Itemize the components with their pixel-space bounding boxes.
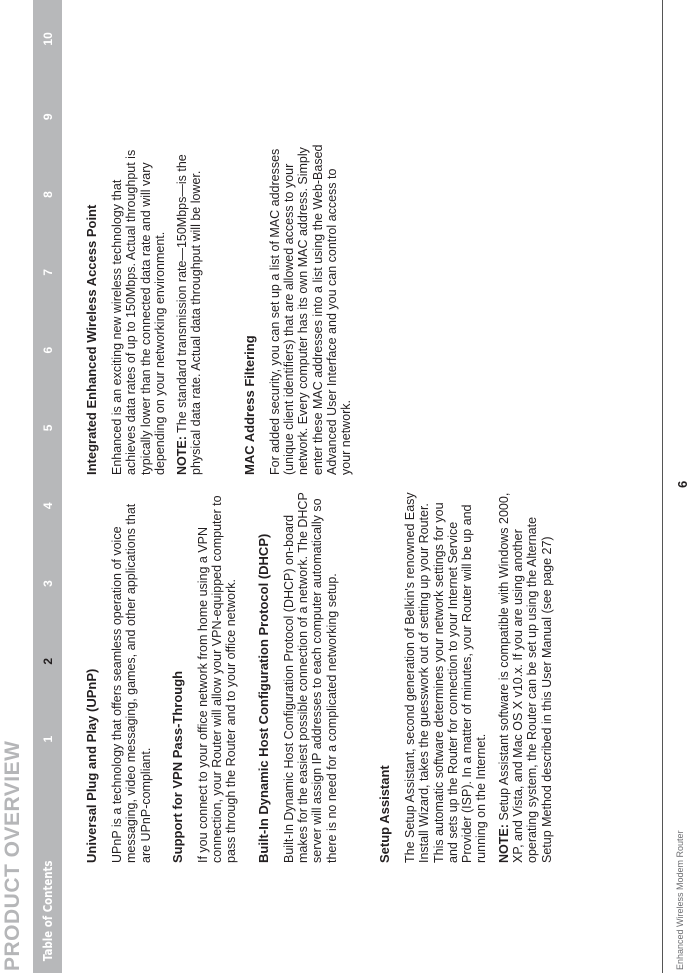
feature-body: The Setup Assistant, second generation of Belkin's renowned Easy Install Wizard, takes the guesswork out of setting up your Router. This automatic software determines your network settings for you and sets up the Router for connection to your Internet Service Provider (ISP). In a matter of minutes, your Router will be up and running on the Internet. bbox=[402, 492, 489, 863]
feature-body: If you connect to your office network from home using a VPN connection, your Router will allow your VPN-equipped computer to pass through the Router and to your office network. bbox=[195, 495, 239, 863]
feature-title: Built-In Dynamic Host Configuration Protocol (DHCP) bbox=[255, 533, 271, 863]
feature-vpn-pass-through bbox=[170, 490, 239, 863]
left-column bbox=[84, 490, 571, 863]
feature-wireless-access-point bbox=[84, 143, 204, 475]
feature-title: Integrated Enhanced Wireless Access Point bbox=[84, 204, 99, 475]
feature-mac-filtering bbox=[242, 143, 354, 475]
tab-chapter-1[interactable]: 1 bbox=[40, 735, 55, 743]
tab-chapter-6[interactable]: 6 bbox=[40, 346, 55, 354]
feature-body: Built-In Dynamic Host Configuration Protocol (DHCP) on-board makes for the easiest possible connection of a network. The DHCP server will assign IP addresses to each computer automatically so there is no need for a complicated networking setup. bbox=[281, 492, 339, 863]
table-of-contents-link[interactable]: Table of Contents bbox=[40, 860, 55, 962]
feature-body: For added security, you can set up a list of MAC addresses (unique client identifiers) that are allowed access to your network. Every computer has its own MAC address. Simply enter these MAC addresses into a list using the Web-Based Advanced User Interface and you can control access to your network. bbox=[267, 144, 354, 475]
note-label: NOTE: bbox=[175, 436, 190, 475]
tab-chapter-7[interactable]: 7 bbox=[40, 268, 55, 276]
feature-upnp bbox=[84, 490, 153, 863]
tab-chapter-10[interactable]: 10 bbox=[40, 32, 55, 46]
note-label: NOTE: bbox=[496, 824, 511, 863]
feature-title: MAC Address Filtering bbox=[241, 335, 257, 475]
tab-chapter-2[interactable]: 2 bbox=[40, 657, 55, 665]
feature-dhcp bbox=[256, 490, 339, 863]
footer-divider bbox=[662, 0, 663, 973]
section-title: PRODUCT OVERVIEW bbox=[1, 740, 24, 971]
feature-note bbox=[497, 490, 554, 863]
feature-body: Enhanced is an exciting new wireless technology that achieves data rates of up to 150Mbps. Actual throughput is typically lower than the connected data rate and will vary depending on your networking environment. bbox=[110, 149, 167, 475]
feature-setup-assistant bbox=[377, 490, 554, 863]
tab-chapter-3[interactable]: 3 bbox=[40, 580, 55, 587]
tab-chapter-5[interactable]: 5 bbox=[40, 424, 55, 432]
tab-chapter-4[interactable]: 4 bbox=[40, 502, 55, 510]
note-text: The standard transmission rate—150Mbps—is the physical data rate. Actual data throughput will be lower. bbox=[175, 154, 204, 475]
feature-body: UPnP is a technology that offers seamless operation of voice messaging, video messaging, games, and other applications that are UPnP-compliant. bbox=[110, 503, 153, 863]
chapter-tab-bar bbox=[33, 0, 62, 973]
tab-chapter-9[interactable]: 9 bbox=[40, 113, 55, 121]
footer-product-name: Enhanced Wireless Modem Router bbox=[675, 830, 685, 970]
feature-title: Setup Assistant bbox=[376, 765, 392, 863]
feature-title: Support for VPN Pass-Through bbox=[169, 670, 185, 863]
note-text: Setup Assistant software is compatible with Windows 2000, XP, and Vista, and Mac OS X v10.x. If you are using another operating system, the Router can be set up using the Alternate Setup Method described in this User Manual (see page 27) bbox=[496, 492, 554, 863]
feature-title: Universal Plug and Play (UPnP) bbox=[84, 668, 99, 863]
tab-chapter-8[interactable]: 8 bbox=[40, 191, 55, 198]
page-number: 6 bbox=[675, 480, 690, 488]
feature-note bbox=[175, 143, 204, 475]
chapter-tabs bbox=[33, 0, 62, 778]
right-column bbox=[84, 143, 371, 475]
